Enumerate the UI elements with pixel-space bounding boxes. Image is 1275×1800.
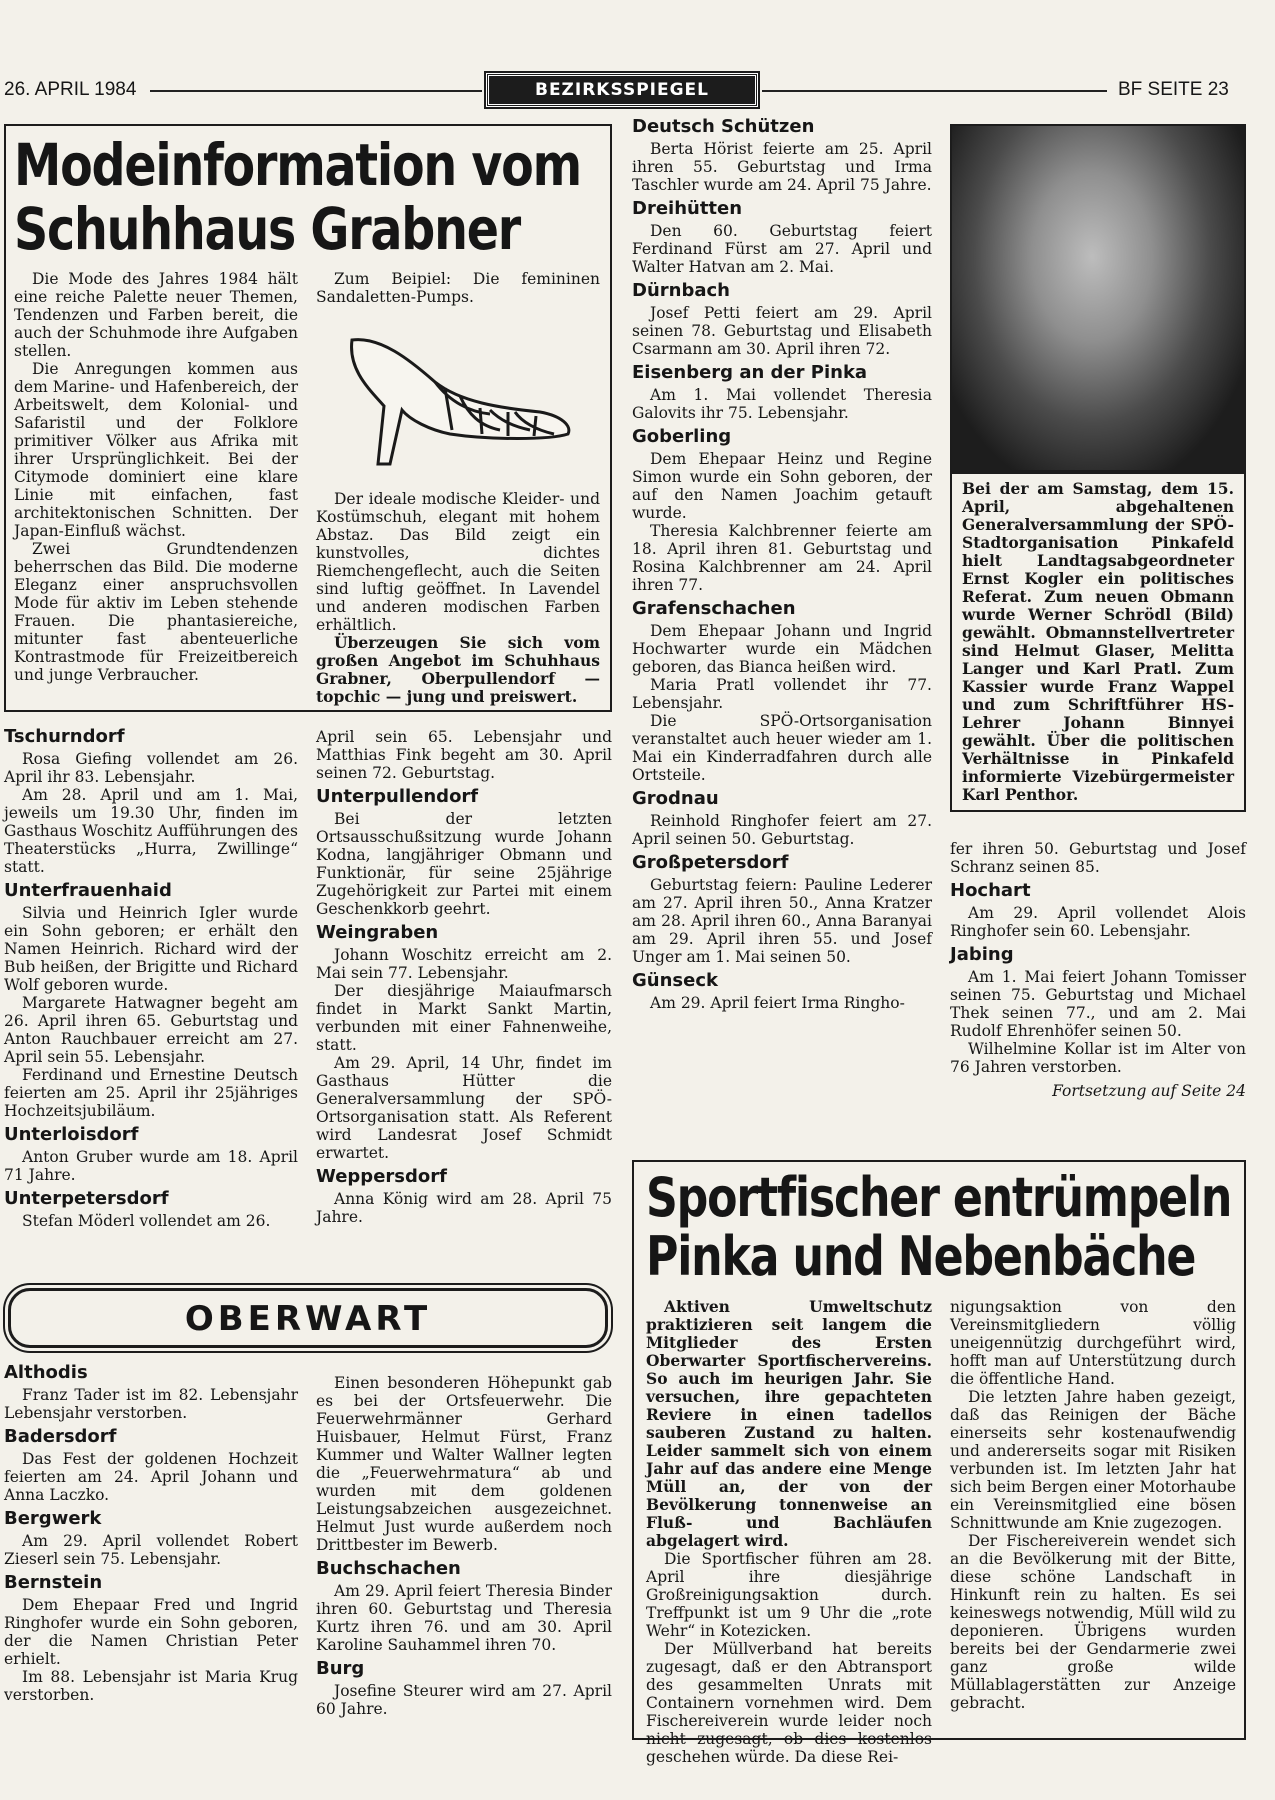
shoe-paragraph: Die Mode des Jahres 1984 hält eine reiche Palette neuer Themen, Tendenzen und Farben bereit, die auch der Schuhmode ihre Aufgaben stellen.	[14, 270, 298, 360]
place-heading: Grafenschachen	[632, 598, 796, 619]
place-heading: Unterfrauenhaid	[4, 880, 172, 901]
sport-paragraph: Die Sportfischer führen am 28. April ihre diesjährige Großreinigungsaktion durch. Treffpunkt ist um 9 Uhr die „rote Wehr“ in Kotezicken.	[646, 1550, 932, 1640]
place-heading: Badersdorf	[4, 1426, 117, 1447]
news-item: Josefine Steurer wird am 27. April 60 Jahre.	[316, 1682, 612, 1718]
sport-headline	[646, 1168, 1231, 1287]
place-heading: Jabing	[950, 944, 1014, 965]
place-heading: Günseck	[632, 970, 718, 991]
place-heading: Buchschachen	[316, 1558, 461, 1579]
news-item: Josef Petti feiert am 29. April seinen 78. Geburtstag und Elisabeth Csarmann am 30. April ihren 72.	[632, 304, 932, 358]
sport-lead: Aktiven Umweltschutz praktizieren seit langem die Mitglieder des Ersten Oberwarter Sportfischervereins. So auch im heurigen Jahr. Sie versuchen, ihre gepachteten Reviere in einen tadellos sauberen Zustand zu halten. Leider sammelt sich von einem Jahr auf das andere eine Menge Müll an, der von der Bevölkerung tonnenweise an Fluß- und Bachläufen abgelagert wird.	[646, 1297, 932, 1550]
photo-caption-box	[950, 472, 1246, 812]
place-heading: Althodis	[4, 1362, 88, 1383]
local-news-col2	[316, 728, 612, 1226]
news-item: Am 29. April feiert Irma Ringho-	[650, 994, 905, 1012]
place-heading: Unterloisdorf	[4, 1124, 139, 1145]
page-number: BF SEITE 23	[1118, 79, 1229, 100]
oberwart-section-banner: OBERWART	[8, 1288, 608, 1348]
news-item: Silvia und Heinrich Igler wurde ein Sohn geboren; er erhält den Namen Heinrich. Richard wird der Bub heißen, der Brigitte und Richard Wolf geboren wurde.	[4, 904, 298, 994]
news-item: Stefan Möderl vollendet am 26.	[22, 1212, 271, 1230]
news-item: Reinhold Ringhofer feiert am 27. April seinen 50. Geburtstag.	[632, 812, 932, 848]
shoe-col1	[14, 270, 298, 684]
news-item: Im 88. Lebensjahr ist Maria Krug verstorben.	[4, 1668, 298, 1704]
news-item: Theresia Kalchbrenner feierte am 18. April ihren 81. Geburtstag und Rosina Kalchbrenner am 24. April ihren 77.	[632, 522, 932, 594]
news-item: Am 1. Mai feiert Johann Tomisser seinen 75. Geburtstag und Michael Thek seinen 77., und am 2. Mai Rudolf Ehrenhöfer seinen 50.	[950, 968, 1246, 1040]
section-masthead: BEZIRKSSPIEGEL	[486, 73, 758, 107]
sport-paragraph: Der Müllverband hat bereits zugesagt, daß er den Abtransport des gesammelten Unrats mit Containern vornehmen wird. Dem Fischereiverein wurde leider noch nicht zugesagt, ob dies kostenlos geschehen würde. Da diese Rei-	[646, 1640, 932, 1766]
oberwart-col1	[4, 1364, 298, 1704]
shoe-headline-line2: Schuhhaus Grabner	[14, 194, 520, 263]
place-heading: Grodnau	[632, 788, 719, 809]
shoe-headline	[14, 131, 581, 263]
news-item: Franz Tader ist im 82. Lebensjahr Lebensjahr verstorben.	[4, 1386, 298, 1422]
place-heading: Dürnbach	[632, 280, 730, 301]
shoe-intro: Zum Beipiel: Die femininen Sandaletten-Pumps.	[316, 270, 600, 306]
news-item: Anton Gruber wurde am 18. April 71 Jahre.	[4, 1148, 298, 1184]
news-item: Am 29. April, 14 Uhr, findet im Gasthaus Hütter die Generalversammlung der SPÖ-Ortsorganisation statt. Als Referent wird Landesrat Josef Schmidt erwartet.	[316, 1054, 612, 1162]
place-heading: Unterpetersdorf	[4, 1188, 169, 1209]
place-heading: Weppersdorf	[316, 1166, 447, 1187]
place-heading: Hochart	[950, 880, 1031, 901]
shoe-col2-body	[316, 490, 600, 706]
local-news-col1	[4, 722, 298, 1230]
news-item: fer ihren 50. Geburtstag und Josef Schranz seinen 85.	[950, 840, 1246, 876]
header-rule-right	[762, 90, 1107, 92]
sport-headline-line1: Sportfischer entrümpeln	[646, 1166, 1232, 1229]
shoe-paragraph: Die Anregungen kommen aus dem Marine- und Hafenbereich, der Arbeitswelt, dem Kolonial- und Safaristil und der Folklore primitiver Völker aus Afrika mit ihrer Ursprünglichkeit. Bei der Citymode dominiert eine klare Linie mit einfachen, fast architektonischen Schnitten. Der Japan-Einfluß wächst.	[14, 360, 298, 540]
place-heading: Dreihütten	[632, 198, 743, 219]
news-item: Ferdinand und Ernestine Deutsch feierten am 25. April ihr 25jähriges Hochzeitsjubiläum.	[4, 1066, 298, 1120]
photo-caption: Bei der am Samstag, dem 15. April, abgehaltenen Generalversammlung der SPÖ-Stadtorganisation Pinkafeld hielt Landtagsabgeordneter Ernst Kogler ein politisches Referat. Zum neuen Obmann wurde Werner Schrödl (Bild) gewählt. Obmannstellvertreter sind Helmut Glaser, Melitta Langer und Karl Pratl. Zum Kassier wurde Franz Wappel und zum Schriftführer HS-Lehrer Johann Binnyei gewählt. Über die politischen Verhältnisse in Pinkafeld informierte Vizebürgermeister Karl Penthor.	[962, 479, 1234, 804]
sandal-pump-illustration	[340, 330, 580, 470]
place-heading: Bergwerk	[4, 1508, 102, 1529]
news-item: Anna König wird am 28. April 75 Jahre.	[316, 1190, 612, 1226]
news-item: Johann Woschitz erreicht am 2. Mai sein 77. Lebensjahr.	[316, 946, 612, 982]
news-item: Berta Hörist feierte am 25. April ihren 55. Geburtstag und Irma Taschler wurde am 24. April 75 Jahre.	[632, 140, 932, 194]
sport-headline-line2: Pinka und Nebenbäche	[646, 1225, 1196, 1289]
local-news-col3	[632, 118, 932, 1012]
place-heading: Tschurndorf	[4, 726, 125, 747]
news-item: Dem Ehepaar Johann und Ingrid Hochwarter wurde ein Mädchen geboren, das Bianca heißen wird.	[632, 622, 932, 676]
place-heading: Eisenberg an der Pinka	[632, 362, 868, 383]
news-item: Am 1. Mai vollendet Theresia Galovits ihr 75. Lebensjahr.	[632, 386, 932, 422]
news-item: Das Fest der goldenen Hochzeit feierten am 24. April Johann und Anna Laczko.	[4, 1450, 298, 1504]
oberwart-col2	[316, 1374, 612, 1718]
news-item: Wilhelmine Kollar ist im Alter von 76 Jahren verstorben.	[950, 1040, 1246, 1076]
news-item: Den 60. Geburtstag feiert Ferdinand Fürst am 27. April und Walter Hatvan am 2. Mai.	[632, 222, 932, 276]
place-heading: Unterpullendorf	[316, 786, 479, 807]
header-rule-left	[150, 90, 482, 92]
shoe-paragraph: Zwei Grundtendenzen beherrschen das Bild. Die moderne Eleganz einer anspruchsvollen Mode für aktiv im Leben stehende Frauen. Die phantasiereiche, mitunter fast abenteuerliche Kontrastmode für Freizeitbereich und junge Verbraucher.	[14, 540, 298, 684]
news-item: Am 28. April und am 1. Mai, jeweils um 19.30 Uhr, finden im Gasthaus Woschitz Aufführungen des Theaterstücks „Hurra, Zwillinge“ statt.	[4, 786, 298, 876]
place-heading: Weingraben	[316, 922, 439, 943]
sport-paragraph: Die letzten Jahre haben gezeigt, daß das Reinigen der Bäche einerseits sehr kostenaufwendig und andererseits sogar mit Risiken verbunden ist. Im letzten Jahr hat sich beim Bergen einer Motorhaube ein Vereinsmitglied eine bösen Schnittwunde am Knie zugezogen.	[950, 1388, 1236, 1532]
news-item: Rosa Giefing vollendet am 26. April ihr 83. Lebensjahr.	[4, 750, 298, 786]
news-item: Die SPÖ-Ortsorganisation veranstaltet auch heuer wieder am 1. Mai ein Kinderradfahren durch alle Ortsteile.	[632, 712, 932, 784]
portrait-photo	[950, 124, 1246, 472]
news-item: Am 29. April vollendet Robert Zieserl sein 75. Lebensjahr.	[4, 1532, 298, 1568]
news-item: Am 29. April vollendet Alois Ringhofer sein 60. Lebensjahr.	[950, 904, 1246, 940]
sport-col1	[646, 1298, 932, 1766]
shoe-callout: Überzeugen Sie sich vom großen Angebot im Schuhhaus Grabner, Oberpullendorf — topchic — jung und preiswert.	[316, 633, 600, 706]
news-item: Dem Ehepaar Fred und Ingrid Ringhofer wurde ein Sohn geboren, der die Namen Christian Peter erhielt.	[4, 1596, 298, 1668]
shoe-paragraph: Der ideale modische Kleider- und Kostümschuh, elegant mit hohem Abstaz. Das Bild zeigt ein kunstvolles, dichtes Riemchengeflecht, auch die Seiten sind luftig geöffnet. In Lavendel und anderen modischen Farben erhältlich.	[316, 490, 600, 634]
sport-paragraph: Der Fischereiverein wendet sich an die Bevölkerung mit der Bitte, diese schöne Landschaft in Hinkunft rein zu halten. Es sei keineswegs notwendig, Müll wild zu deponieren. Übrigens wurden bereits bei der Gendarmerie zwei ganz große wilde Müllablagerstätten zur Anzeige gebracht.	[950, 1532, 1236, 1712]
news-item: Dem Ehepaar Heinz und Regine Simon wurde ein Sohn geboren, der auf den Namen Joachim getauft wurde.	[632, 450, 932, 522]
sport-col2	[950, 1298, 1236, 1712]
news-item: Am 29. April feiert Theresia Binder ihren 60. Geburtstag und Theresia Kurtz ihren 76. und am 30. April Karoline Sauhammel ihren 70.	[316, 1582, 612, 1654]
sport-paragraph: nigungsaktion von den Vereinsmitgliedern völlig uneigennützig durchgeführt wird, hofft man auf Unterstützung durch die öffentliche Hand.	[950, 1298, 1236, 1388]
news-item: Der diesjährige Maiaufmarsch findet in Markt Sankt Martin, verbunden mit einer Fahnenweihe, statt.	[316, 982, 612, 1054]
news-item: Margarete Hatwagner begeht am 26. April ihren 65. Geburtstag und Anton Rauchbauer erreicht am 27. April sein 55. Lebensjahr.	[4, 994, 298, 1066]
news-item: Geburtstag feiern: Pauline Lederer am 27. April ihren 50., Anna Kratzer am 28. April ihren 60., Anna Baranyai am 29. April ihren 55. und Josef Unger am 1. Mai seinen 50.	[632, 876, 932, 966]
place-heading: Großpetersdorf	[632, 852, 789, 873]
issue-date: 26. APRIL 1984	[4, 79, 137, 100]
news-item: Bei der letzten Ortsausschußsitzung wurde Johann Kodna, langjähriger Obmann und Funktionär, für seine 25jährige Zugehörigkeit zur Partei mit einem Geschenkkorb geehrt.	[316, 810, 612, 918]
shoe-headline-line1: Modeinformation vom	[14, 131, 581, 199]
place-heading: Bernstein	[4, 1572, 103, 1593]
place-heading: Burg	[316, 1658, 365, 1679]
local-news-col4	[950, 840, 1246, 1100]
continued-note: Fortsetzung auf Seite 24	[1052, 1082, 1246, 1100]
place-heading: Deutsch Schützen	[632, 116, 815, 137]
place-heading: Goberling	[632, 426, 732, 447]
shoe-col2-top	[316, 270, 600, 306]
news-item: April sein 65. Lebensjahr und Matthias Fink begeht am 30. April seinen 72. Geburtstag.	[316, 728, 612, 782]
news-item: Einen besonderen Höhepunkt gab es bei der Ortsfeuerwehr. Die Feuerwehrmänner Gerhard Huisbauer, Helmut Fürst, Franz Kummer und Walter Wallner legten die „Feuerwehrmatura“ ab und wurden mit dem goldenen Leistungsabzeichen ausgezeichnet. Helmut Just wurde außerdem noch Drittbester im Bewerb.	[316, 1374, 612, 1554]
news-item: Maria Pratl vollendet ihr 77. Lebensjahr.	[632, 676, 932, 712]
